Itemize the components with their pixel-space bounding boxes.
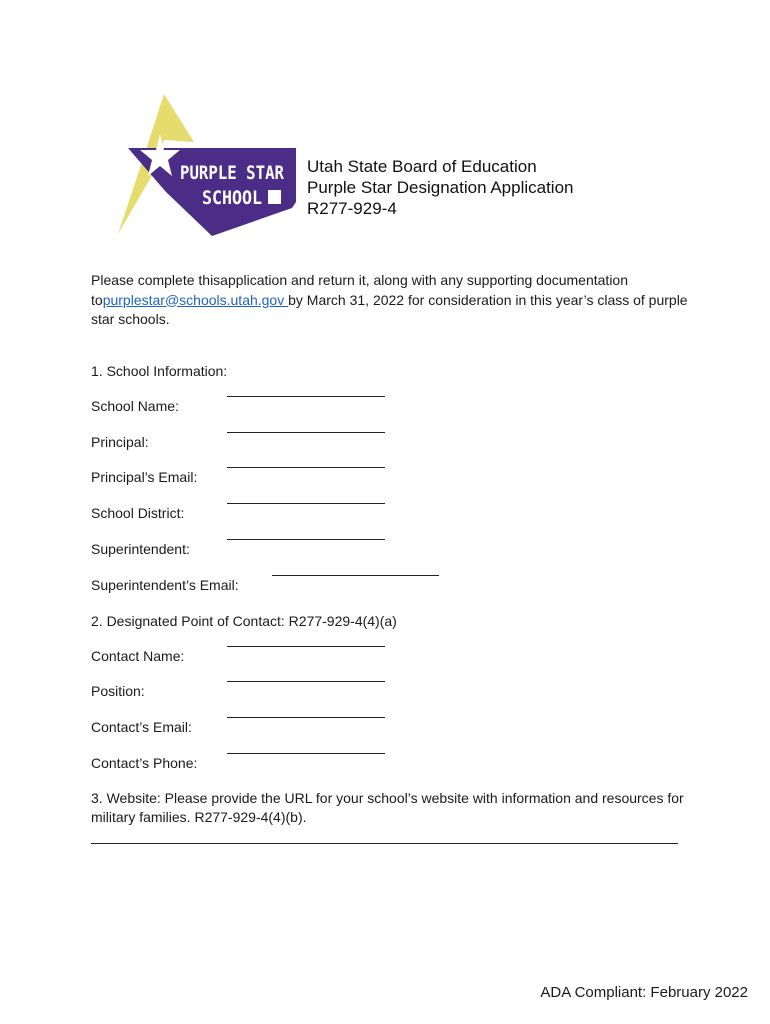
principal-email-label: Principal’s Email: <box>91 469 198 485</box>
school-district-label: School District: <box>91 505 185 521</box>
school-name-field[interactable] <box>227 396 385 397</box>
rule-number: R277-929-4 <box>307 199 397 218</box>
instructions-paragraph <box>91 271 691 330</box>
superintendent-field[interactable] <box>227 539 385 540</box>
principal-email-field[interactable] <box>227 467 385 468</box>
contact-name-field[interactable] <box>227 646 385 647</box>
instructions-text-start: Please complete thisapplication and return it, along with any supporting documentation to <box>91 272 628 308</box>
superintendent-email-field[interactable] <box>272 575 439 576</box>
purple-star-school-logo <box>88 92 300 240</box>
school-name-label: School Name: <box>91 398 179 414</box>
website-url-field[interactable] <box>91 843 678 844</box>
school-district-field[interactable] <box>227 503 385 504</box>
email-link[interactable]: purplestar@schools.utah.gov <box>102 291 289 308</box>
org-title: Utah State Board of Education <box>307 157 537 176</box>
utah-state-shape <box>268 190 281 204</box>
principal-field[interactable] <box>227 432 385 433</box>
logo-text-line1: PURPLE STAR <box>180 162 285 184</box>
section1-heading: 1. School Information: <box>91 363 228 379</box>
contact-email-label: Contact’s Email: <box>91 719 192 735</box>
section2-heading: 2. Designated Point of Contact: R277-929-4(4)(a) <box>91 613 397 629</box>
form-title: Purple Star Designation Application <box>307 178 574 197</box>
principal-label: Principal: <box>91 434 149 450</box>
position-field[interactable] <box>227 681 385 682</box>
superintendent-label: Superintendent: <box>91 541 190 557</box>
ada-compliance-footer: ADA Compliant: February 2022 <box>540 984 748 1001</box>
instructions-text-end: by March 31, 2022 for consideration in this year’s class of purple star schools. <box>91 291 688 327</box>
position-label: Position: <box>91 683 145 699</box>
contact-email-field[interactable] <box>227 717 385 718</box>
superintendent-email-label: Superintendent’s Email: <box>91 577 239 593</box>
contact-phone-label: Contact’s Phone: <box>91 755 198 771</box>
contact-name-label: Contact Name: <box>91 648 185 664</box>
section3-website-prompt: 3. Website: Please provide the URL for your school’s website with information and resources for military families. R277-929-4(4)(b). <box>91 790 684 825</box>
contact-phone-field[interactable] <box>227 753 385 754</box>
logo-text-line2: SCHOOL <box>202 187 262 209</box>
